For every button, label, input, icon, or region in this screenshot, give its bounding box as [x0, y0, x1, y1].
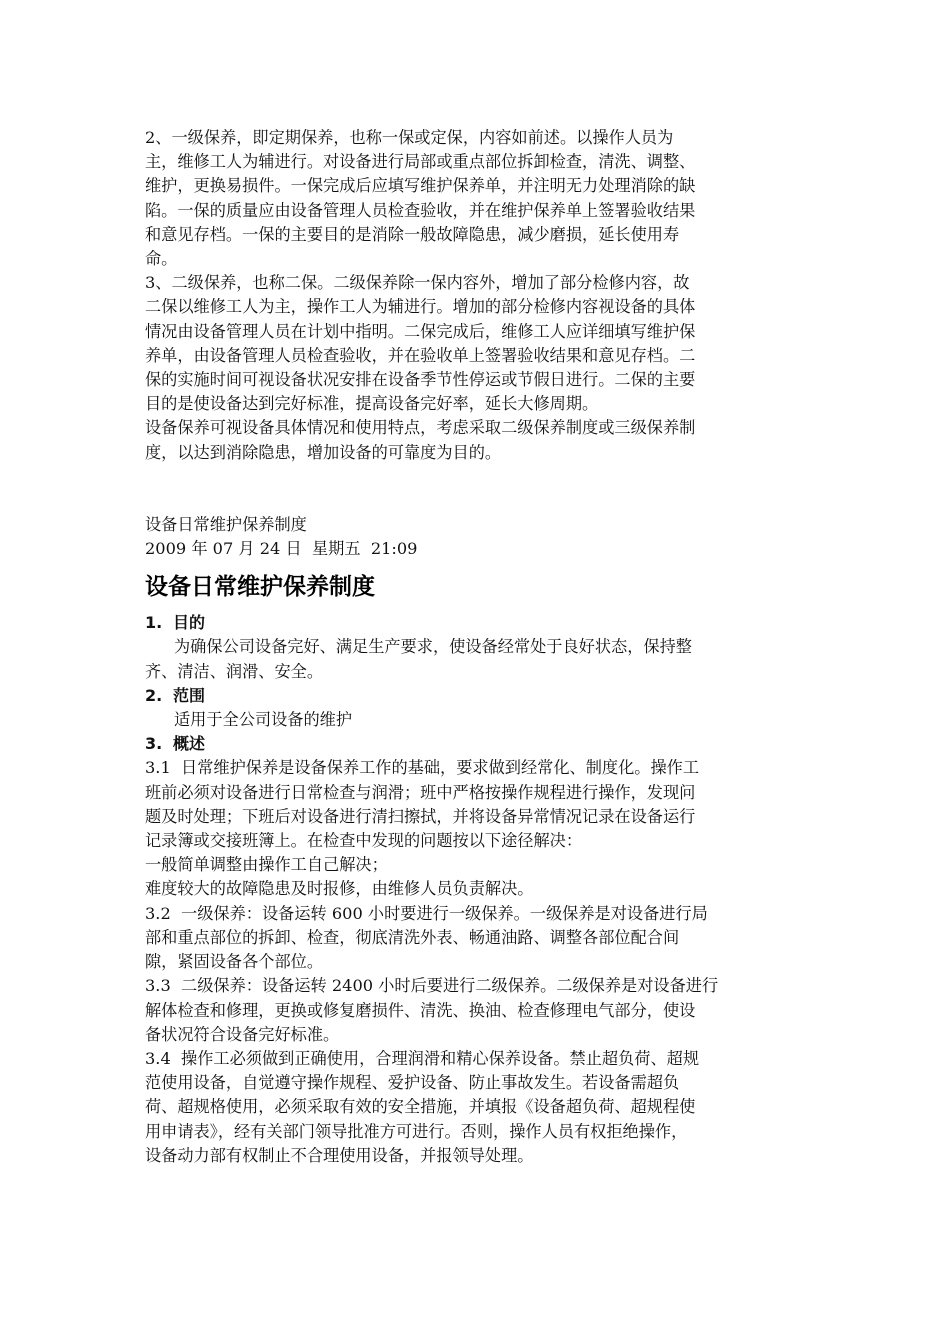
section-spacer [145, 465, 815, 513]
document-page [145, 126, 815, 1168]
section-heading-overview [145, 732, 815, 756]
paragraph-3-1: 3.1 日常维护保养是设备保养工作的基础，要求做到经常化、制度化。操作工 班前必须对设备进行日常检查与润滑；班中严格按操作规程进行操作，发现问 题及时处理；下班后对设备进行清扫擦拭，并将设备异常情况记录在设备运行 记录簿或交接班簿上。在检查中发现的问题按以下途径解决： [145, 758, 700, 851]
purpose-text [145, 635, 815, 683]
section-number: 2. [145, 685, 163, 705]
section-heading-purpose [145, 611, 815, 635]
scope-text: 适用于全公司设备的维护 [174, 710, 353, 730]
section-label: 概述 [173, 734, 206, 754]
paragraph-3-1-item-a: 一般简单调整由操作工自己解决； [145, 855, 388, 875]
paragraph-second-level-maintenance: 3、二级保养，也称二保。二级保养除一保内容外，增加了部分检修内容，故 二保以维修工人为主，操作工人为辅进行。增加的部分检修内容视设备的具体 情况由设备管理人员在计划中指明。二保完成后，维修工人应详细填写维护保 养单，由设备管理人员检查验收，并在验收单上签署验收结果和意见存档。二 保的实施时间可视设备状况安排在设备季节性停运或节假日进行。二保的主要 目的是使设备达到完好标准，提高设备完好率，延长大修周期。 [145, 273, 696, 414]
paragraph-3-3: 3.3 二级保养：设备运转 2400 小时后要进行二级保养。二级保养是对设备进行 解体检查和修理，更换或修复磨损件、清洗、换油、检查修理电气部分，使设 备状况符合设备完好标准。 [145, 976, 719, 1044]
paragraph-3-4: 3.4 操作工必须做到正确使用，合理润滑和精心保养设备。禁止超负荷、超规 范使用设备，自觉遵守操作规程、爱护设备、防止事故发生。若设备需超负 荷、超规格使用，必须采取有效的安全措施，并填报《设备超负荷、超规程使 用申请表》，经有关部门领导批准方可进行。否则，操作人员有权拒绝操作， 设备动力部有权制止不合理使用设备，并报领导处理。 [145, 1048, 700, 1165]
section-label: 范围 [173, 685, 206, 705]
article-date: 2009 年 07 月 24 日 星期五 21:09 [145, 539, 418, 559]
paragraph-maintenance-summary: 设备保养可视设备具体情况和使用特点，考虑采取二级保养制度或三级保养制 度，以达到消除隐患，增加设备的可靠度为目的。 [145, 418, 696, 462]
paragraph-3-2: 3.2 一级保养：设备运转 600 小时要进行一级保养。一级保养是对设备进行局 部和重点部位的拆卸、检查，彻底清洗外表、畅通油路、调整各部位配合间 隙，紧固设备各个部位。 [145, 903, 708, 972]
article-source-title: 设备日常维护保养制度 [145, 514, 307, 534]
purpose-text-body: 为确保公司设备完好、满足生产要求，使设备经常处于良好状态，保持整 齐、清洁、润滑、安全。 [145, 637, 692, 681]
section-number: 3. [145, 734, 163, 754]
article-title: 设备日常维护保养制度 [145, 574, 375, 601]
section-heading-scope [145, 684, 815, 708]
paragraph-first-level-maintenance: 2、一级保养，即定期保养，也称一保或定保，内容如前述。以操作人员为 主，维修工人为辅进行。对设备进行局部或重点部位拆卸检查，清洗、调整、 维护，更换易损件。一保完成后应填写维护保养单，并注明无力处理消除的缺 陷。一保的质量应由设备管理人员检查验收，并在维护保养单上签署验收结果 和意见存档。一保的主要目的是消除一般故障隐患，减少磨损，延长使用寿 命。 [145, 128, 696, 269]
section-label: 目的 [173, 613, 206, 633]
section-number: 1. [145, 613, 163, 633]
paragraph-3-1-item-b: 难度较大的故障隐患及时报修，由维修人员负责解决。 [145, 879, 534, 899]
